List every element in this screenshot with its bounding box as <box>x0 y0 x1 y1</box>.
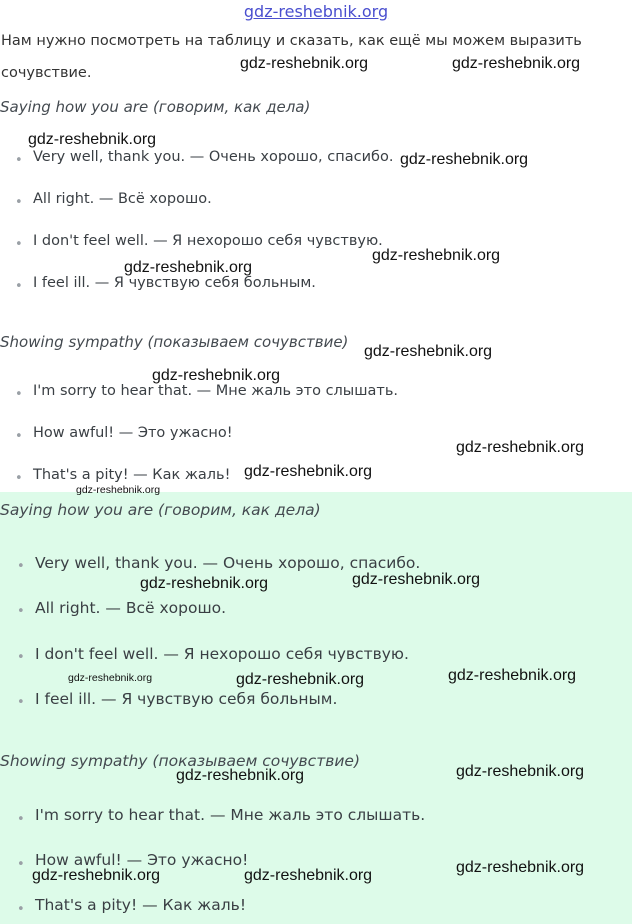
watermark: gdz-reshebnik.org <box>28 131 157 148</box>
section-heading-sympathy: Showing sympathy (показываем сочувствие) <box>0 333 349 351</box>
section-heading-sympathy: Showing sympathy (показываем сочувствие) <box>0 752 361 770</box>
bullet-icon: • <box>15 195 23 210</box>
bullet-icon: • <box>17 650 25 665</box>
list-item: All right. — Всё хорошо. <box>33 191 212 207</box>
watermark: gdz-reshebnik.org <box>240 55 369 72</box>
site-link[interactable]: gdz-reshebnik.org <box>243 2 389 21</box>
watermark: gdz-reshebnik.org <box>448 667 577 684</box>
bullet-icon: • <box>15 237 23 252</box>
bullet-icon: • <box>15 429 23 444</box>
list-item: How awful! — Это ужасно! <box>33 425 233 441</box>
watermark: gdz-reshebnik.org <box>236 671 365 688</box>
watermark: gdz-reshebnik.org <box>400 151 529 168</box>
watermark: gdz-reshebnik.org <box>456 859 585 876</box>
list-item: All right. — Всё хорошо. <box>35 599 227 617</box>
list-item: How awful! — Это ужасно! <box>35 851 249 869</box>
bullet-icon: • <box>15 153 23 168</box>
watermark: gdz-reshebnik.org <box>140 575 269 592</box>
watermark: gdz-reshebnik.org <box>76 484 161 496</box>
bullet-icon: • <box>17 695 25 710</box>
list-item: I'm sorry to hear that. — Мне жаль это слышать. <box>35 806 426 824</box>
watermark: gdz-reshebnik.org <box>244 867 373 884</box>
watermark: gdz-reshebnik.org <box>244 463 373 480</box>
bullet-icon: • <box>17 559 25 574</box>
watermark: gdz-reshebnik.org <box>32 867 161 884</box>
bullet-icon: • <box>15 471 23 486</box>
watermark: gdz-reshebnik.org <box>456 439 585 456</box>
watermark: gdz-reshebnik.org <box>152 367 281 384</box>
list-item: I don't feel well. — Я нехорошо себя чувствую. <box>35 645 409 663</box>
list-item: I feel ill. — Я чувствую себя больным. <box>35 690 338 708</box>
watermark: gdz-reshebnik.org <box>176 767 305 784</box>
list-item: I feel ill. — Я чувствую себя больным. <box>33 275 316 291</box>
bullet-icon: • <box>17 812 25 827</box>
bullet-icon: • <box>17 604 25 619</box>
bullet-icon: • <box>15 279 23 294</box>
watermark: gdz-reshebnik.org <box>452 55 581 72</box>
list-item: Very well, thank you. — Очень хорошо, спасибо. <box>33 149 394 165</box>
list-item: I don't feel well. — Я нехорошо себя чувствую. <box>33 233 383 249</box>
list-item: I'm sorry to hear that. — Мне жаль это слышать. <box>33 383 399 399</box>
watermark: gdz-reshebnik.org <box>456 763 585 780</box>
section-heading-saying: Saying how you are (говорим, как дела) <box>0 501 321 519</box>
intro-line-2: сочувствие. <box>1 65 92 81</box>
section-heading-saying: Saying how you are (говорим, как дела) <box>0 98 311 116</box>
watermark: gdz-reshebnik.org <box>372 247 501 264</box>
list-item: That's a pity! — Как жаль! <box>35 896 247 914</box>
watermark: gdz-reshebnik.org <box>364 343 493 360</box>
bullet-icon: • <box>15 387 23 402</box>
bullet-icon: • <box>17 857 25 872</box>
list-item: That's a pity! — Как жаль! <box>33 467 231 483</box>
intro-line-1: Нам нужно посмотреть на таблицу и сказать, как ещё мы можем выразить <box>1 33 582 49</box>
watermark: gdz-reshebnik.org <box>352 571 481 588</box>
bullet-icon: • <box>17 902 25 917</box>
watermark: gdz-reshebnik.org <box>68 672 153 684</box>
watermark: gdz-reshebnik.org <box>124 259 253 276</box>
list-item: Very well, thank you. — Очень хорошо, спасибо. <box>35 554 421 572</box>
